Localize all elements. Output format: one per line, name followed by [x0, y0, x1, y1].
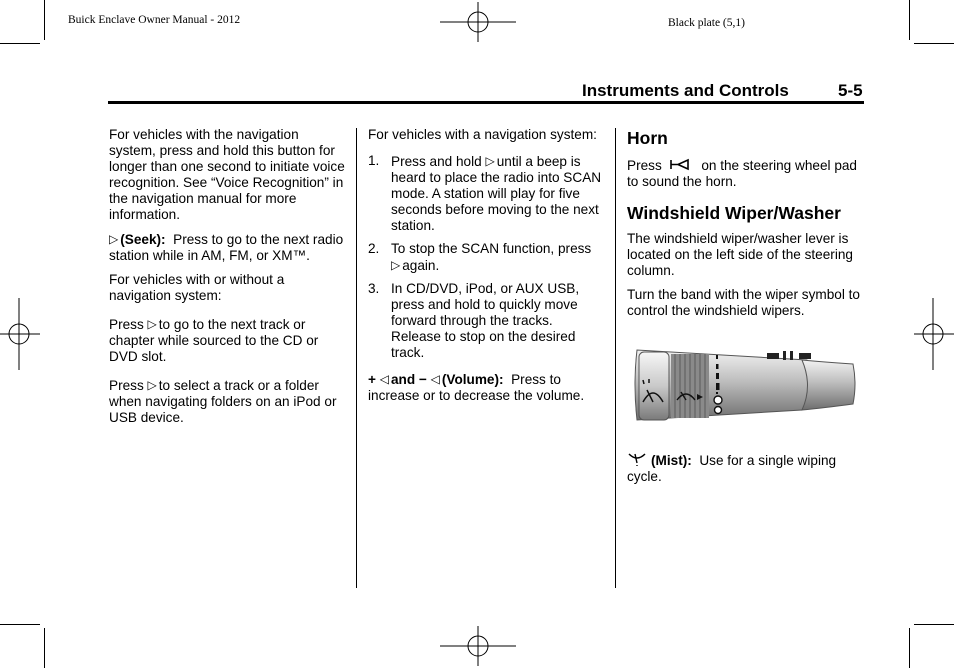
- horn-heading: Horn: [627, 128, 668, 148]
- crop-mark: [44, 628, 45, 668]
- list-item: [368, 153, 604, 234]
- step-text: To stop the SCAN function, press: [391, 241, 592, 256]
- crop-mark: [914, 624, 954, 625]
- mist-text: Use for a single wiping cycle.: [627, 453, 837, 484]
- mist-description: [627, 450, 865, 485]
- seek-text: Press to go to the next radio station while in AM, FM, or XM™.: [109, 232, 344, 263]
- registration-mark: [440, 626, 516, 666]
- folder-nav-text: [109, 377, 345, 426]
- wiper-lever-text: The windshield wiper/washer lever is located on the left side of the steering column.: [627, 231, 853, 278]
- horn-detail: on the steering wheel pad to sound the horn.: [627, 158, 857, 189]
- folder-nav-detail: to select a track or a folder when navigating folders on an iPod or USB device.: [109, 378, 337, 425]
- horn-icon: [670, 158, 694, 171]
- next-track-text: [109, 316, 345, 365]
- wiper-band-text: Turn the band with the wiper symbol to control the windshield wipers.: [627, 287, 860, 318]
- mist-icon: [627, 450, 647, 466]
- step-text: until a beep is heard to place the radio into SCAN mode. A station will play for five seconds before moving to the next station.: [391, 154, 602, 233]
- crop-mark: [0, 624, 40, 625]
- mist-label: (Mist):: [651, 453, 692, 468]
- list-item: [368, 241, 604, 274]
- crop-mark: [914, 43, 954, 44]
- section-title: Instruments and Controls: [582, 81, 789, 100]
- step-text: Press and hold: [391, 154, 482, 169]
- press-word: Press: [627, 158, 662, 173]
- column-3: [627, 128, 865, 319]
- wiper-lever-illustration: [627, 338, 857, 430]
- scan-intro: For vehicles with a navigation system:: [368, 127, 597, 142]
- seek-icon: ▷: [147, 317, 157, 331]
- volume-and: and −: [390, 372, 427, 387]
- wiper-heading: Windshield Wiper/Washer: [627, 203, 841, 223]
- step-text: In CD/DVD, iPod, or AUX USB, press and hold to quickly move forward through the tracks. Release to stop on the desired track.: [391, 281, 580, 360]
- header-rule: [108, 101, 864, 104]
- next-track-detail: to go to the next track or chapter while sourced to the CD or DVD slot.: [109, 317, 319, 364]
- volume-label: (Volume):: [441, 372, 504, 387]
- seek-icon: ▷: [109, 232, 119, 246]
- crop-mark: [909, 0, 910, 40]
- nav-condition-text: For vehicles with or without a navigation system:: [109, 272, 285, 303]
- list-item: [368, 281, 604, 361]
- volume-text: Press to increase or to decrease the volume.: [368, 372, 585, 403]
- step-number: 3.: [368, 281, 380, 296]
- press-word: Press: [109, 317, 144, 332]
- volume-icon: ◁: [379, 372, 389, 386]
- plate-label: Black plate (5,1): [668, 17, 745, 29]
- column-divider: [356, 128, 357, 588]
- volume-plus: +: [368, 372, 376, 387]
- column-divider: [615, 128, 616, 588]
- column-1: [109, 127, 345, 426]
- column-2: [368, 127, 604, 404]
- step-text: again.: [402, 258, 440, 273]
- registration-mark: [914, 298, 954, 370]
- press-word: Press: [109, 378, 144, 393]
- step-number: 2.: [368, 241, 380, 256]
- registration-mark: [440, 2, 516, 42]
- registration-mark: [0, 298, 40, 370]
- crop-mark: [909, 628, 910, 668]
- seek-label: (Seek):: [120, 232, 166, 247]
- seek-icon: ▷: [391, 258, 401, 272]
- voice-recognition-text: For vehicles with the navigation system, press and hold this button for longer than one second to initiate voice recognition. See “Voice Recognition” in the navigation manual for more information.: [109, 127, 345, 222]
- seek-icon: ▷: [147, 378, 157, 392]
- horn-text: [627, 158, 865, 190]
- crop-mark: [44, 0, 45, 40]
- scan-steps: [368, 153, 604, 361]
- crop-mark: [0, 43, 40, 44]
- volume-description: [368, 371, 604, 404]
- seek-icon: ▷: [485, 154, 495, 168]
- page-number: 5-5: [838, 81, 863, 100]
- seek-description: [109, 231, 345, 264]
- volume-icon: ◁: [430, 372, 440, 386]
- manual-title: Buick Enclave Owner Manual - 2012: [68, 14, 241, 26]
- step-number: 1.: [368, 153, 380, 168]
